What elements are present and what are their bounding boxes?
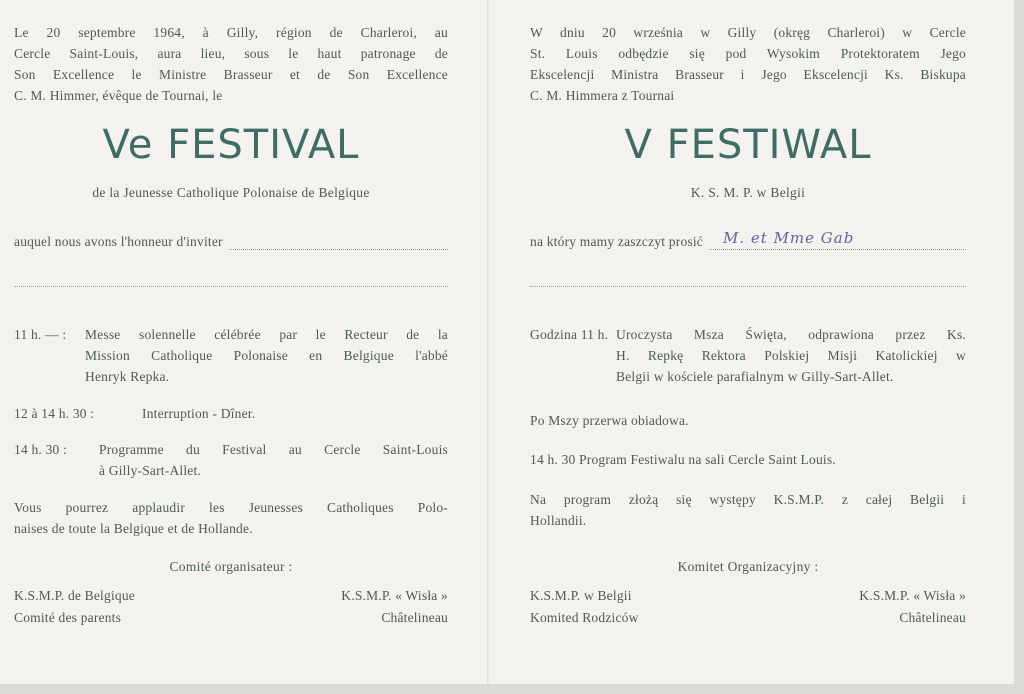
invite-line-pl bbox=[530, 230, 966, 250]
organizer-name: Comité des parents bbox=[14, 610, 122, 625]
organizer-name: Komited Rodziców bbox=[530, 610, 639, 625]
organizer-location: Châtelineau bbox=[899, 610, 966, 625]
schedule-text: Belgii w kościele parafialnym w Gilly-Sart-Allet. bbox=[616, 369, 894, 384]
schedule-text: Mission Catholique Polonaise en Belgique l'abbé bbox=[85, 348, 448, 363]
schedule-time: 11 h. — : bbox=[14, 327, 67, 342]
organizer-location: Châtelineau bbox=[381, 610, 448, 625]
intro-line: St. Louis odbędzie się pod Wysokim Protektoratem Jego bbox=[530, 46, 966, 61]
handwritten-invitee: M. et Mme Gab bbox=[723, 229, 855, 247]
invite-line-fr bbox=[14, 230, 448, 250]
organizers-pl bbox=[530, 585, 966, 629]
schedule-text: Interruption - Dîner. bbox=[142, 406, 256, 421]
schedule-time: 14 h. 30 : bbox=[14, 442, 68, 457]
program-text: 14 h. 30 Program Festiwalu na sali Cercle Saint Louis. bbox=[530, 452, 836, 467]
invite-label: auquel nous avons l'honneur d'inviter bbox=[14, 234, 223, 249]
schedule-text: Uroczysta Msza Święta, odprawiona przez Ks. bbox=[616, 327, 966, 342]
intro-paragraph-pl bbox=[530, 22, 966, 106]
intro-line: Ekscelencji Ministra Brasseur i Jego Ekscelencji Ks. Biskupa bbox=[530, 67, 966, 82]
break-line-pl bbox=[530, 410, 966, 431]
organizer-name: K.S.M.P. « Wisła » bbox=[859, 588, 966, 603]
closing-paragraph-fr bbox=[14, 497, 448, 539]
organizer-name: K.S.M.P. w Belgii bbox=[530, 588, 632, 603]
schedule-text: H. Repkę Rektora Polskiej Misji Katolickiej w bbox=[616, 348, 966, 363]
program-line-pl bbox=[530, 449, 966, 470]
invite-label: na który mamy zaszczyt prosić bbox=[530, 234, 703, 249]
intro-line: Son Excellence le Ministre Brasseur et de Son Excellence bbox=[14, 67, 448, 82]
intro-line: C. M. Himmer, évêque de Tournai, le bbox=[14, 88, 223, 103]
closing-line: Na program złożą się występy K.S.M.P. z całej Belgii i bbox=[530, 492, 966, 507]
invitee-blank bbox=[709, 229, 966, 250]
closing-line: Hollandii. bbox=[530, 513, 587, 528]
organizer-name: K.S.M.P. de Belgique bbox=[14, 588, 136, 603]
festival-title-fr: Ve FESTIVAL bbox=[102, 122, 360, 168]
schedule-text: Henryk Repka. bbox=[85, 369, 170, 384]
intro-line: W dniu 20 września w Gilly (okręg Charleroi) w Cercle bbox=[530, 25, 966, 40]
schedule-item bbox=[14, 439, 448, 481]
polish-page bbox=[530, 0, 966, 684]
dotted-line bbox=[14, 286, 448, 287]
dotted-line bbox=[530, 286, 966, 287]
closing-line: naises de toute la Belgique et de Hollande. bbox=[14, 521, 253, 536]
break-text: Po Mszy przerwa obiadowa. bbox=[530, 413, 689, 428]
committee-label-pl: Komitet Organizacyjny : bbox=[677, 559, 819, 574]
schedule-item bbox=[530, 324, 966, 387]
committee-label-fr: Comité organisateur : bbox=[169, 559, 293, 574]
center-fold bbox=[487, 0, 489, 684]
organizers-fr bbox=[14, 585, 448, 629]
schedule-time: 12 à 14 h. 30 : bbox=[14, 406, 95, 421]
intro-line: C. M. Himmera z Tournai bbox=[530, 88, 675, 103]
schedule-text: Messe solennelle célébrée par le Recteur de la bbox=[85, 327, 448, 342]
closing-paragraph-pl bbox=[530, 489, 966, 531]
schedule-time: Godzina 11 h. bbox=[530, 327, 609, 342]
schedule-item bbox=[14, 324, 448, 387]
schedule-item bbox=[14, 403, 448, 424]
intro-line: Le 20 septembre 1964, à Gilly, région de Charleroi, au bbox=[14, 25, 448, 40]
organizer-name: K.S.M.P. « Wisła » bbox=[341, 588, 448, 603]
festival-title-pl: V FESTIWAL bbox=[624, 122, 872, 168]
french-page bbox=[14, 0, 448, 684]
festival-subtitle-fr: de la Jeunesse Catholique Polonaise de Belgique bbox=[92, 185, 370, 200]
invitee-blank bbox=[229, 235, 448, 250]
closing-line: Vous pourrez applaudir les Jeunesses Catholiques Polo- bbox=[14, 500, 448, 515]
intro-paragraph-fr bbox=[14, 22, 448, 106]
schedule-text: à Gilly-Sart-Allet. bbox=[99, 463, 202, 478]
schedule-text: Programme du Festival au Cercle Saint-Louis bbox=[99, 442, 448, 457]
festival-subtitle-pl: K. S. M. P. w Belgii bbox=[690, 185, 806, 200]
intro-line: Cercle Saint-Louis, aura lieu, sous le haut patronage de bbox=[14, 46, 448, 61]
